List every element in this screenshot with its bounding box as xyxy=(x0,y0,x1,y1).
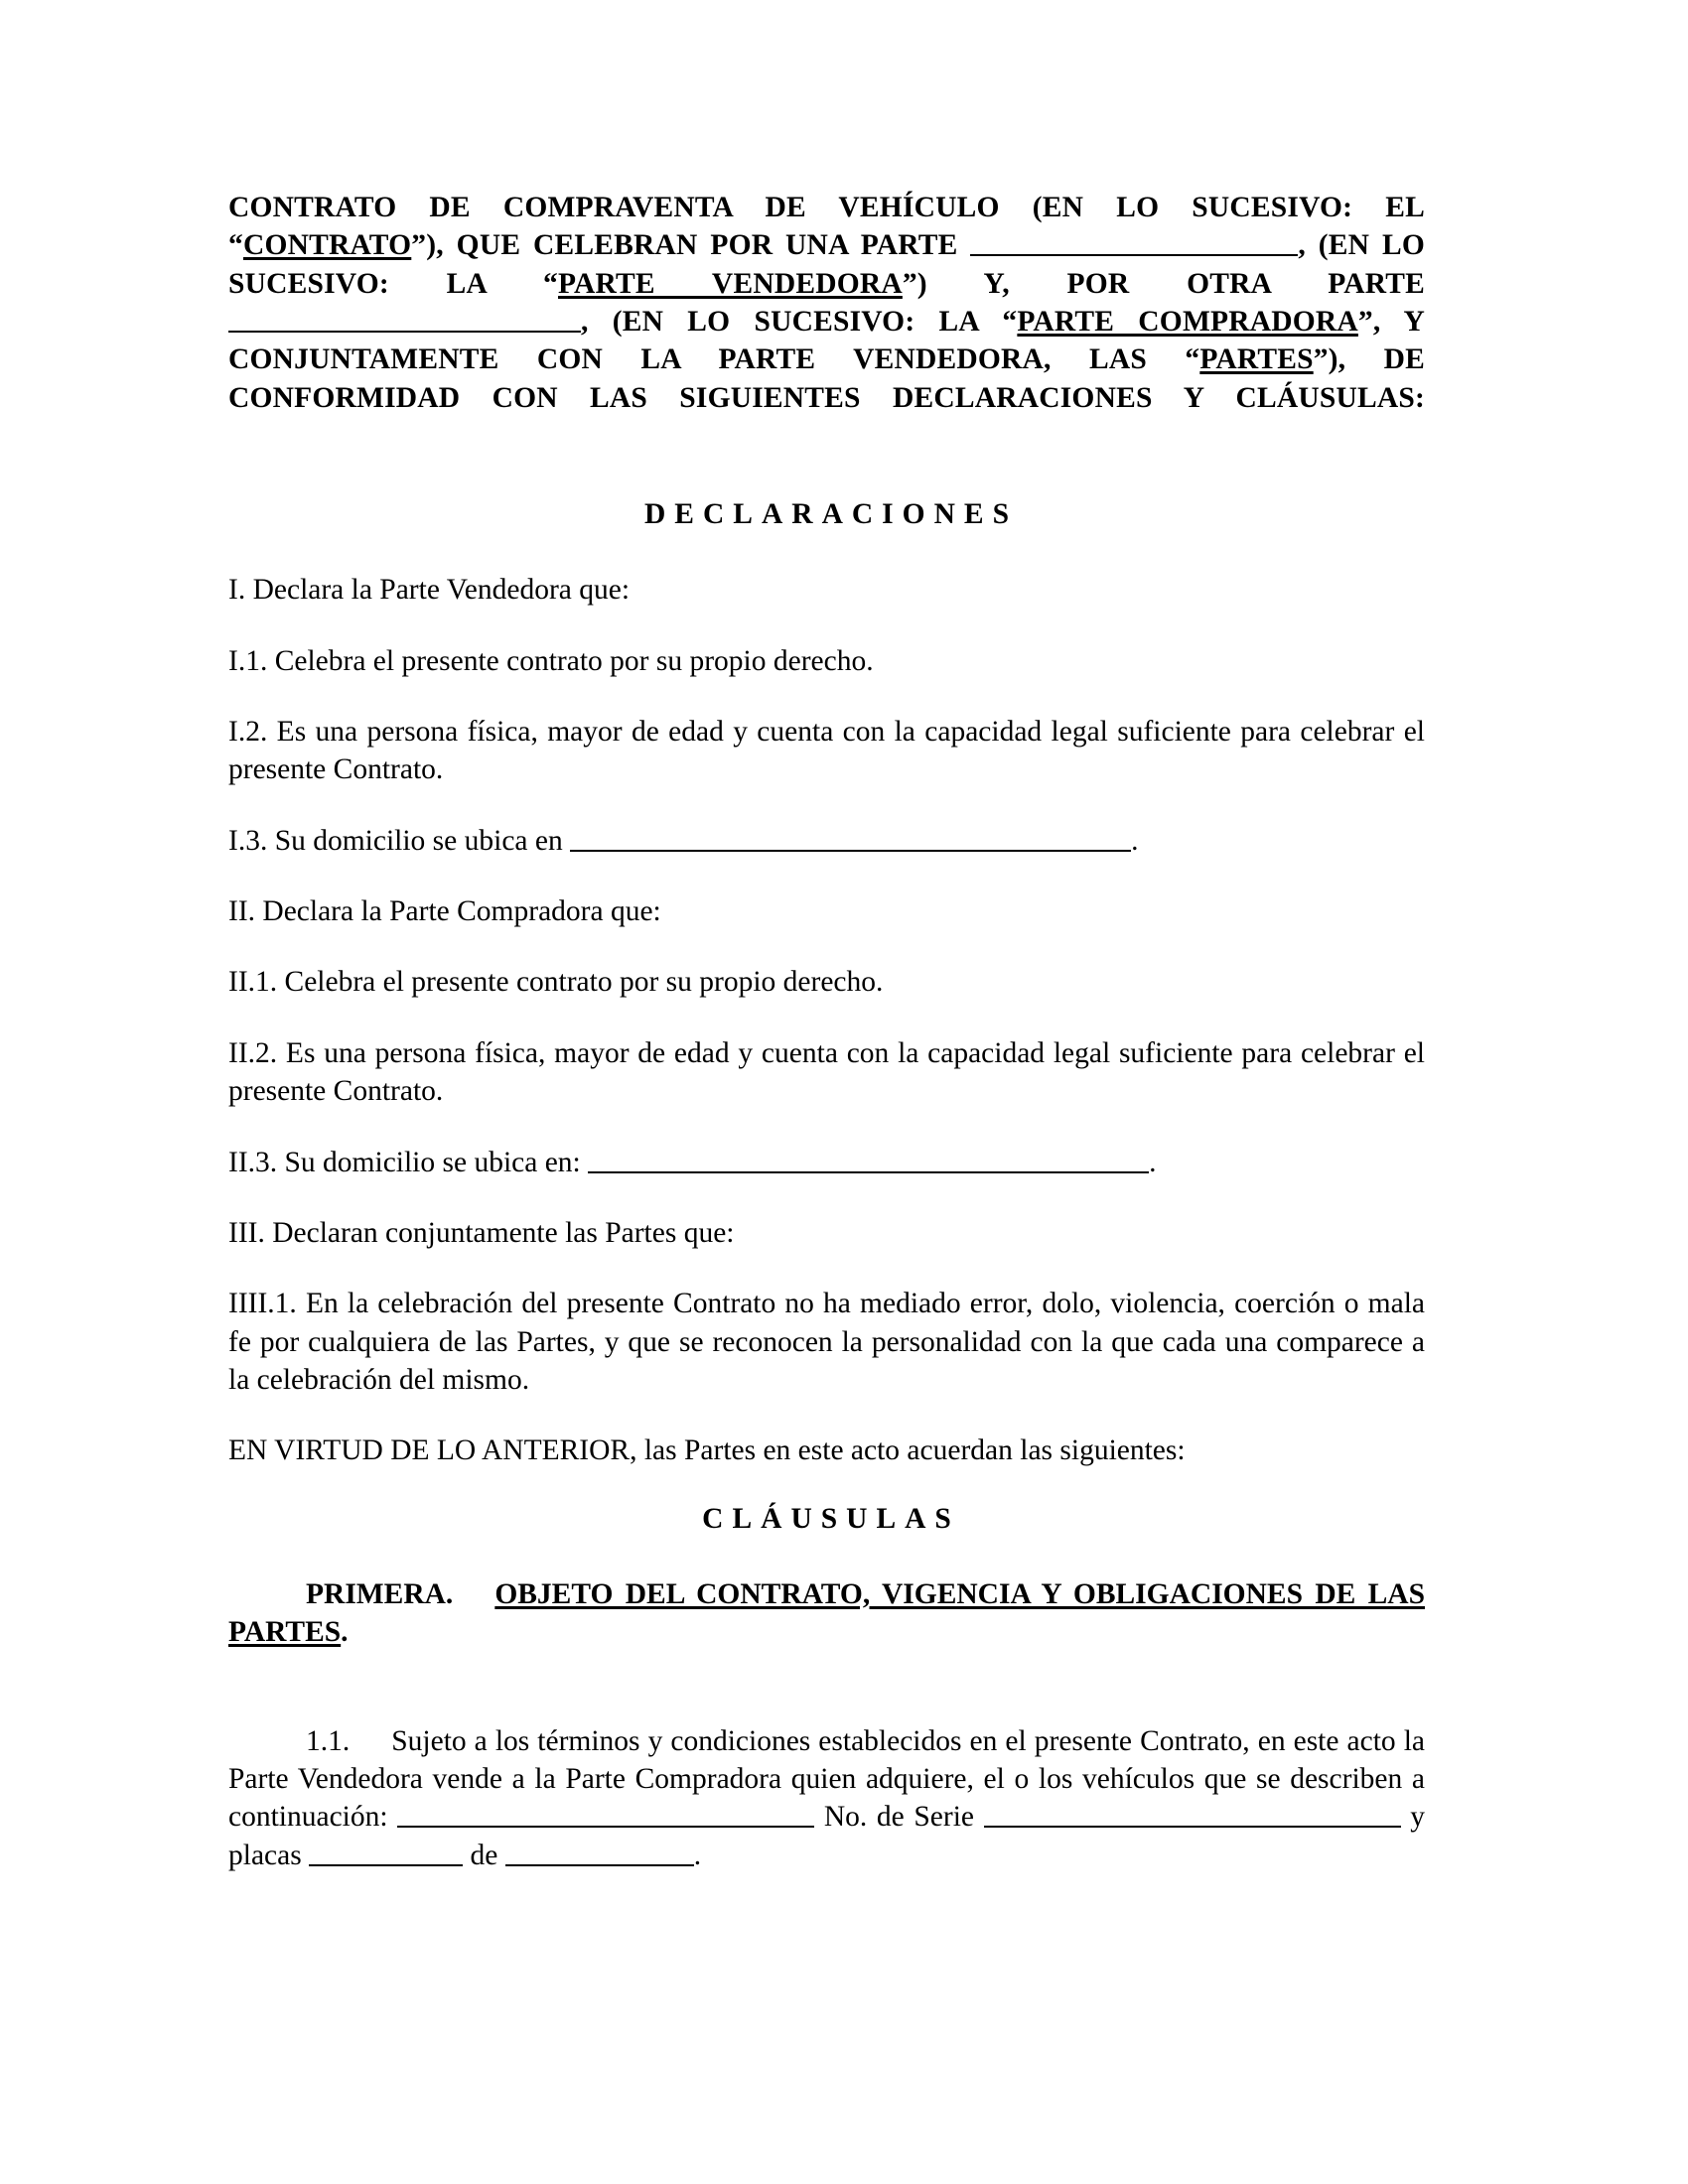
title-term-partes: PARTES xyxy=(1199,343,1314,376)
title-term-parte-compradora: PARTE COMPRADORA xyxy=(1017,306,1358,339)
seller-address-blank[interactable] xyxy=(570,823,1131,852)
buyer-name-blank[interactable] xyxy=(228,304,581,333)
declaration-ii-3-period: . xyxy=(1149,1146,1157,1178)
clause-1-1-paragraph xyxy=(228,1722,1425,1874)
clause-1-1-number: 1.1. xyxy=(306,1724,351,1757)
vehicle-plates-blank[interactable] xyxy=(309,1838,463,1866)
declaration-i-3-label: I.3. Su domicilio se ubica en xyxy=(228,824,571,857)
declaration-iii-1: IIII.1. En la celebración del presente Contrato no ha mediado error, dolo, violencia, coerción o mala fe por cualquiera de las Partes, y que se reconocen la personalidad con la que cada una comparece a la celebración del mismo. xyxy=(228,1288,1425,1396)
clause-primera-number: PRIMERA. xyxy=(306,1577,454,1610)
declaration-i-2: I.2. Es una persona física, mayor de edad y cuenta con la capacidad legal suficiente para celebrar el presente Contrato. xyxy=(228,716,1425,786)
clause-primera-period: . xyxy=(341,1615,349,1648)
declaration-i-3 xyxy=(228,822,1425,860)
contract-title-paragraph xyxy=(228,189,1425,455)
clause-1-1-text-e: . xyxy=(693,1839,702,1871)
declaration-ii-2: II.2. Es una persona física, mayor de edad y cuenta con la capacidad legal suficiente para celebrar el presente Contrato. xyxy=(228,1036,1425,1108)
declaration-ii-3-label: II.3. Su domicilio se ubica en: xyxy=(228,1146,589,1178)
declaration-i-1: I.1. Celebra el presente contrato por su propio derecho. xyxy=(228,644,874,677)
clause-1-1-text-b: No. de Serie xyxy=(814,1801,984,1834)
title-term-contrato: CONTRATO xyxy=(242,229,412,262)
en-virtud-paragraph: EN VIRTUD DE LO ANTERIOR, las Partes en este acto acuerdan las siguientes: xyxy=(228,1434,1186,1467)
declaration-ii-intro: II. Declara la Parte Compradora que: xyxy=(228,895,661,928)
clause-1-1-text-c: y placas xyxy=(228,1801,1426,1871)
vehicle-serial-blank[interactable] xyxy=(984,1799,1401,1828)
clause-primera-heading xyxy=(228,1575,1425,1690)
declaraciones-heading: DECLARACIONES xyxy=(644,498,1018,531)
declaration-ii-3 xyxy=(228,1144,1425,1181)
declaration-iii-intro: III. Declaran conjuntamente las Partes que: xyxy=(228,1216,735,1249)
clause-primera-title: OBJETO DEL CONTRATO, VIGENCIA Y OBLIGACIONES DE LAS PARTES xyxy=(228,1577,1425,1648)
buyer-address-blank[interactable] xyxy=(588,1144,1149,1172)
title-segment-7: ”), DE CONFORMIDAD CON LAS SIGUIENTES DECLARACIONES Y CLÁUSULAS: xyxy=(228,343,1425,414)
title-term-parte-vendedora: PARTE VENDEDORA xyxy=(558,267,903,300)
clause-1-1-text-d: de xyxy=(463,1839,505,1871)
clausulas-heading: CLÁUSULAS xyxy=(702,1502,960,1535)
declaration-i-intro: I. Declara la Parte Vendedora que: xyxy=(228,574,631,607)
title-segment-2: ”), QUE CELEBRAN POR UNA PARTE xyxy=(411,229,971,262)
title-segment-6: ”, Y CONJUNTAMENTE CON LA PARTE VENDEDORA, LAS “ xyxy=(228,306,1425,376)
declaration-i-3-period: . xyxy=(1131,824,1139,857)
clause-1-1-text-a: Sujeto a los términos y condiciones establecidos en el presente Contrato, en este acto la Parte Vendedora vende a la Parte Compradora quien adquiere, el o los vehículos que se describen a continuación: xyxy=(228,1724,1425,1834)
title-segment-5: , (EN LO SUCESIVO: LA “ xyxy=(581,306,1018,339)
document-body xyxy=(228,189,1425,1874)
seller-name-blank[interactable] xyxy=(970,227,1298,256)
vehicle-description-blank[interactable] xyxy=(397,1799,814,1828)
title-segment-1: CONTRATO DE COMPRAVENTA DE VEHÍCULO (EN LO SUCESIVO: EL “ xyxy=(228,192,1425,262)
vehicle-plates-state-blank[interactable] xyxy=(505,1838,694,1866)
declaration-ii-1: II.1. Celebra el presente contrato por su propio derecho. xyxy=(228,966,884,999)
title-segment-3: , (EN LO SUCESIVO: LA “ xyxy=(228,229,1425,300)
title-segment-4: ”) Y, POR OTRA PARTE xyxy=(902,267,1425,300)
